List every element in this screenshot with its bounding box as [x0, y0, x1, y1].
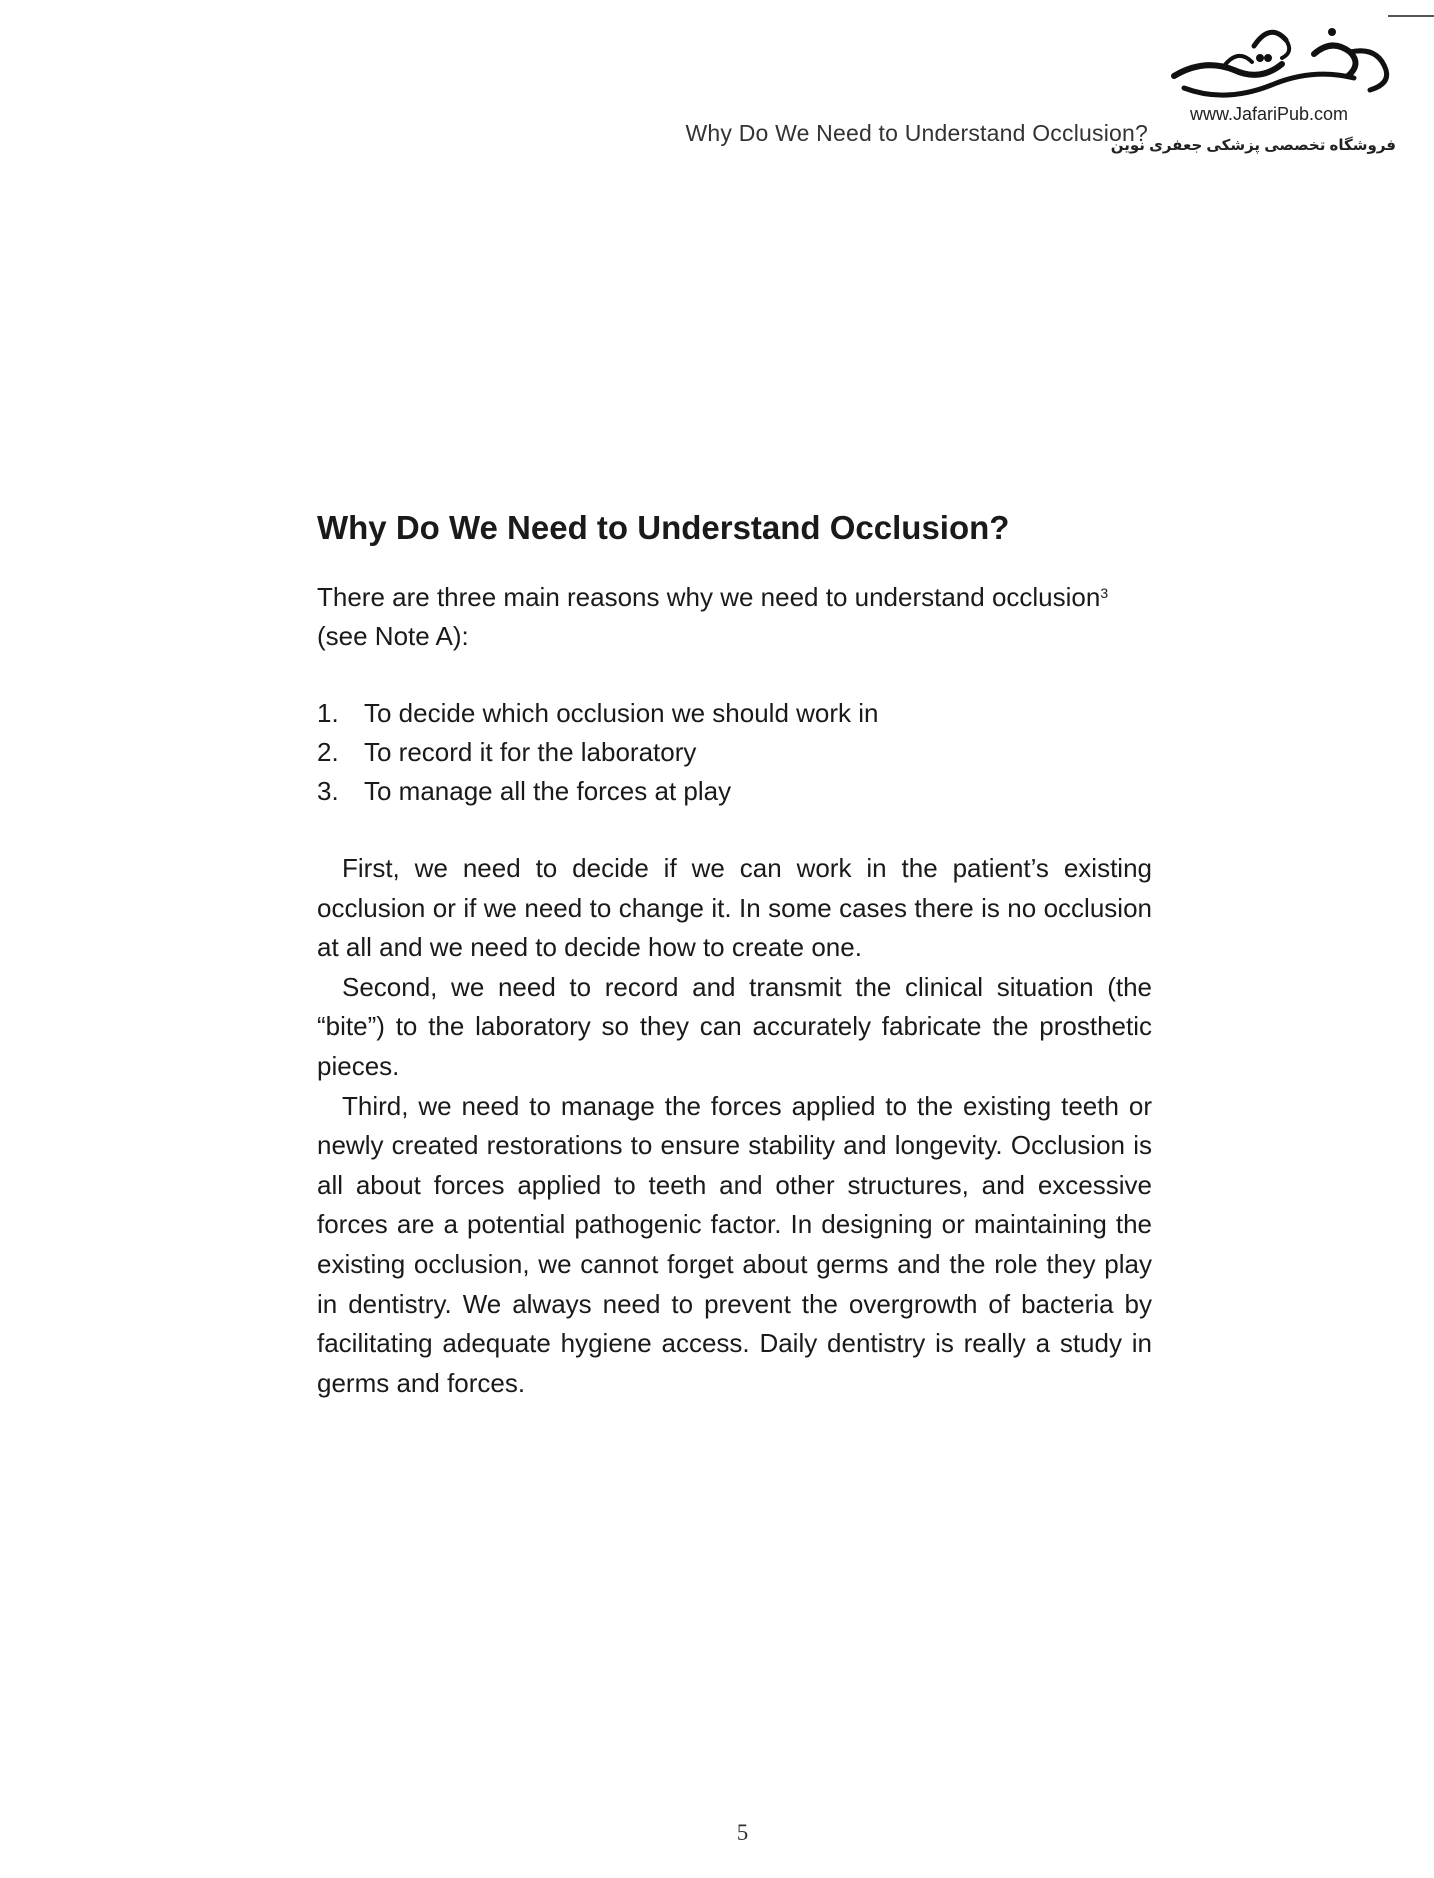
publisher-logo[interactable] — [1110, 18, 1396, 168]
logo-url[interactable]: www.JafariPub.com — [1189, 104, 1349, 124]
main-content — [317, 508, 1152, 1403]
body-paragraph-first: First, we need to decide if we can work in the patient’s existing occlusion or if we need to change it. In some cases there is no occlusion at all and we need to decide how to create one. — [317, 853, 1152, 963]
intro-continuation: (see Note A): — [317, 621, 469, 651]
intro-paragraph — [317, 578, 1152, 656]
body-paragraph-second: Second, we need to record and transmit the clinical situation (the “bite”) to the laboratory so they can accurately fabricate the prosthetic pieces. — [317, 971, 1152, 1081]
footnote-reference[interactable]: 3 — [1100, 585, 1109, 601]
top-corner-rule — [1388, 15, 1434, 17]
page-number: 5 — [736, 1820, 749, 1845]
list-item — [317, 694, 1152, 733]
section-heading: Why Do We Need to Understand Occlusion? — [317, 509, 1010, 546]
list-item-number: 1. — [317, 698, 339, 728]
calligraphy-logo-icon — [1164, 18, 1396, 108]
running-header-title: Why Do We Need to Understand Occlusion? — [685, 120, 1148, 146]
list-item-number: 3. — [317, 776, 339, 806]
list-item-number: 2. — [317, 737, 339, 767]
list-item — [317, 772, 1152, 811]
list-item-text: To manage all the forces at play — [364, 776, 732, 806]
logo-tagline: فروشگاه تخصصی پزشکی جعفری نوین — [1110, 137, 1396, 154]
list-item-text: To record it for the laboratory — [364, 737, 697, 767]
list-item-text: To decide which occlusion we should work in — [364, 698, 879, 728]
list-item — [317, 733, 1152, 772]
intro-text: There are three main reasons why we need to understand occlusion — [317, 582, 1101, 612]
reasons-list — [317, 694, 1152, 811]
body-paragraph-third: Third, we need to manage the forces applied to the existing teeth or newly created restorations to ensure stability and longevity. Occlusion is all about forces applied to teeth and other structures, and excessive forces are a potential pathogenic factor. In designing or maintaining the existing occlusion, we cannot forget about germs and the role they play in dentistry. We always need to prevent the overgrowth of bacteria by facilitating adequate hygiene access. Daily dentistry is really a study in germs and forces. — [317, 1090, 1152, 1398]
